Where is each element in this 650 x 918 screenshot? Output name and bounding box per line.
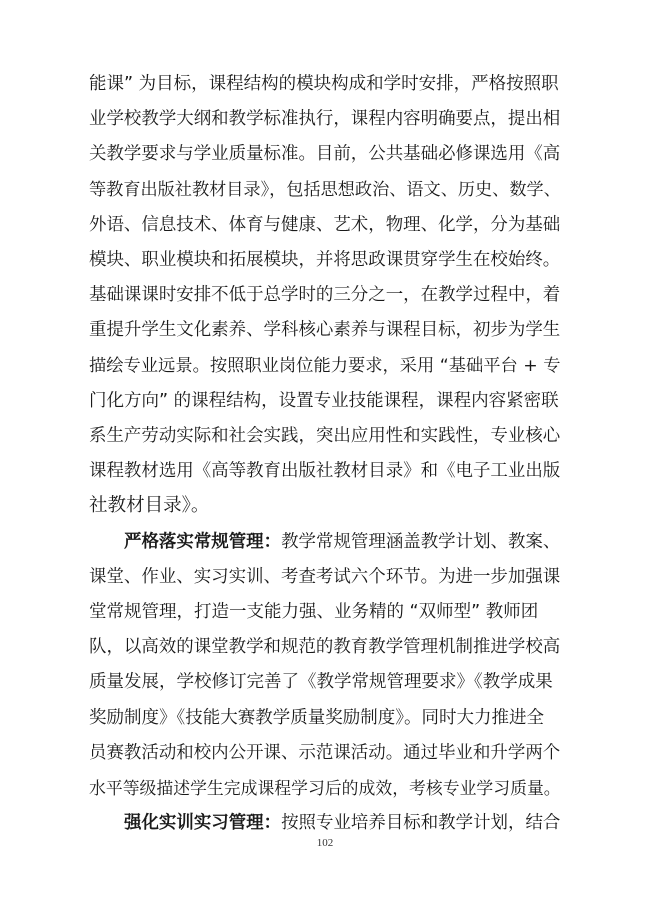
text-line: 课堂、作业、实习实训、考查考试六个环节。为进一步加强课 <box>89 566 561 587</box>
page-number: 102 <box>316 837 334 849</box>
text-line: 外语、信息技术、体育与健康、艺术，物理、化学，分为基础 <box>89 214 561 235</box>
text-line: 描绘专业远景。按照职业岗位能力要求，采用 “基础平台 + 专 <box>89 355 561 376</box>
text-line: 能课” 为目标，课程结构的模块构成和学时安排，严格按照职 <box>89 74 559 94</box>
text-line: 水平等级描述学生完成课程学习后的成效，考核专业学习质量。 <box>89 778 561 798</box>
text-line: 严格落实常规管理：教学常规管理涵盖教学计划、教案、 <box>0 528 650 556</box>
text-line: 强化实训实习管理：按照专业培养目标和教学计划，结合 <box>0 809 650 837</box>
text-line: 社教材目录》。 <box>89 495 210 517</box>
text-line: 堂常规管理，打造一支能力强、业务精的 “双师型” 教师团 <box>89 602 539 622</box>
text-line: 质量发展，学校修订完善了《教学常规管理要求》《教学成果 <box>89 672 553 693</box>
text-line: 模块、职业模块和拓展模块，并将思政课贯穿学生在校始终。 <box>89 250 561 270</box>
section-heading: 严格落实常规管理： <box>124 531 282 552</box>
text-line: 门化方向” 的课程结构，设置专业技能课程，课程内容紧密联 <box>89 390 559 411</box>
text-line: 奖励制度》《技能大赛教学质量奖励制度》。同时大力推进全 <box>89 707 544 728</box>
text-line: 等教育出版社教材目录》，包括思想政治、语文、历史、数学、 <box>89 179 561 200</box>
text-line: 基础课课时安排不低于总学时的三分之一，在教学过程中，着 <box>89 285 561 306</box>
text-line: 课程教材选用《高等教育出版社教材目录》和《电子工业出版 <box>89 461 561 482</box>
text-line: 员赛教活动和校内公开课、示范课活动。通过毕业和升学两个 <box>89 742 561 763</box>
section-heading: 强化实训实习管理： <box>124 813 282 834</box>
text-line: 系生产劳动实际和社会实践，突出应用性和实践性，专业核心 <box>89 426 561 446</box>
text-line: 重提升学生文化素养、学科核心素养与课程目标，初步为学生 <box>89 320 561 341</box>
text-line: 关教学要求与学业质量标准。目前，公共基础必修课选用《高 <box>89 144 561 165</box>
text-line: 业学校教学大纲和教学标准执行，课程内容明确要点，提出相 <box>89 109 561 130</box>
text-line: 队，以高效的课堂教学和规范的教育教学管理机制推进学校高 <box>89 637 561 658</box>
